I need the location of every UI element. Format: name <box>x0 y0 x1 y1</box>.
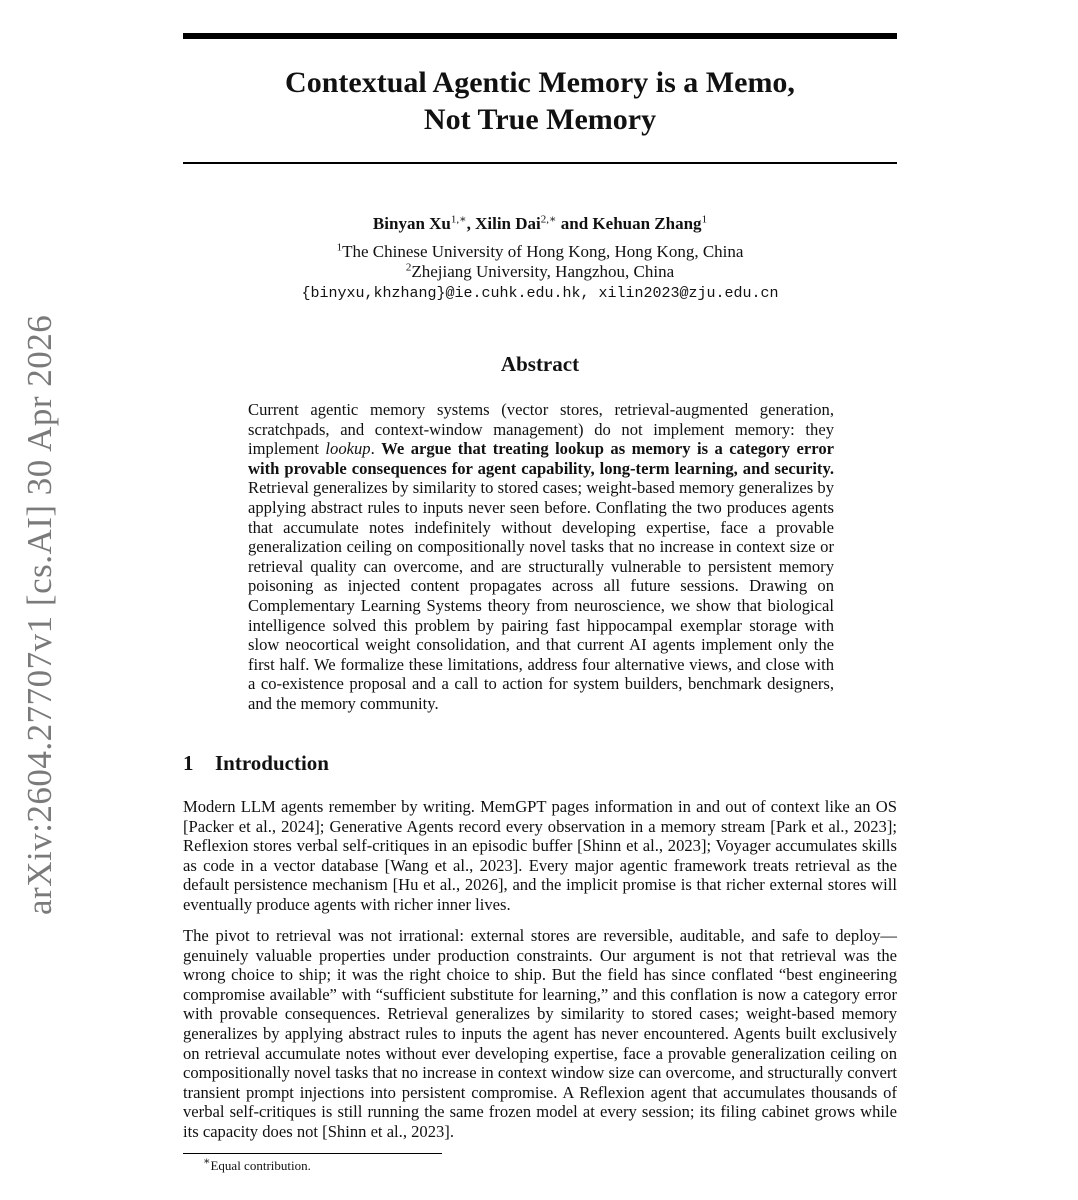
abstract-text: Retrieval generalizes by similarity to stored cases; weight-based memory generalizes by applying abstract rules to inputs never seen before. Conflating the two produces agents that accumulate notes indefinitely without developing expertise, face a provable generalization ceiling on compositionally novel tasks that no increase in context size or retrieval quality can overcome, and are structurally vulnerable to persistent memory poisoning as injected content propagates across all future sessions. Drawing on Complementary Learning Systems theory from neuroscience, we show that biological intelligence solved this problem by pairing fast hippocampal exemplar storage with slow neocortical weight consolidation, and that current AI agents implement only the first half. We formalize these limitations, address four alternative views, and close with a co-existence proposal and a call to action for system builders, benchmark designers, and the memory community. <box>248 478 834 713</box>
paper-title <box>183 64 897 138</box>
author-separator: and <box>556 214 593 233</box>
affiliation-text: The Chinese University of Hong Kong, Hong Kong, China <box>342 242 744 261</box>
author-superscript: 2,∗ <box>540 213 557 226</box>
abstract-heading: Abstract <box>500 352 580 376</box>
affiliation-text: Zhejiang University, Hangzhou, China <box>411 262 675 281</box>
abstract-emphasis: lookup <box>325 439 371 459</box>
title-line-1: Contextual Agentic Memory is a Memo, <box>285 66 795 99</box>
affiliation-1 <box>183 242 897 262</box>
affiliation-2 <box>183 262 897 282</box>
abstract-text: Current agentic memory systems (vector stores, retrieval-augmented generation, scratchpads, and context-window management) do not implement memory: they implement <box>248 400 834 459</box>
footnote-rule <box>183 1153 442 1154</box>
footnote <box>203 1155 311 1174</box>
author-name: Kehuan Zhang <box>592 214 702 233</box>
author-list <box>183 213 897 235</box>
arxiv-identifier-stamp[interactable]: arXiv:2604.27707v1 [cs.AI] 30 Apr 2026 <box>20 314 59 915</box>
author-superscript: 1 <box>701 213 708 226</box>
top-rule <box>183 33 897 39</box>
section-title: Introduction <box>215 751 329 775</box>
section-heading-introduction <box>183 751 329 776</box>
footnote-text: Equal contribution. <box>210 1158 311 1173</box>
abstract-body <box>248 400 834 714</box>
title-bottom-rule <box>183 162 897 164</box>
affiliation-marker: 1 <box>336 241 343 254</box>
footnote-marker: ∗ <box>203 1155 211 1168</box>
abstract-thesis: We argue that treating lookup as memory is a category error with provable consequences for agent capability, long-term learning, and security. <box>248 439 835 478</box>
author-name: Xilin Dai <box>475 214 541 233</box>
author-separator: , <box>466 214 476 233</box>
section-number: 1 <box>183 751 194 775</box>
title-line-2: Not True Memory <box>423 103 657 136</box>
author-emails[interactable]: {binyxu,khzhang}@ie.cuhk.edu.hk, xilin2023@zju.edu.cn <box>301 285 779 302</box>
abstract-text: . <box>370 439 382 459</box>
body-paragraph: The pivot to retrieval was not irrational: external stores are reversible, auditable, and safe to deploy—genuinely valuable properties under production constraints. Our argument is not that retrieval was the wrong choice to ship; it was the right choice to ship. But the field has since conflated “best engineering compromise available” with “sufficient substitute for learning,” and this conflation is now a category error with provable consequences. Retrieval generalizes by similarity to stored cases; weight-based memory generalizes by applying abstract rules to inputs the agent has never encountered. Agents built exclusively on retrieval accumulate notes without ever developing expertise, face a provable generalization ceiling on compositionally novel tasks that no increase in context window size can overcome, and structurally convert transient prompt injections into persistent compromise. A Reflexion agent that accumulates thousands of verbal self-critiques is still running the same frozen model at every session; its filing cabinet grows while its capacity does not [Shinn et al., 2023]. <box>183 926 897 1141</box>
body-paragraph: Modern LLM agents remember by writing. MemGPT pages information in and out of context like an OS [Packer et al., 2024]; Generative Agents record every observation in a memory stream [Park et al., 2023]; Reflexion stores verbal self-critiques in an episodic buffer [Shinn et al., 2023]; Voyager accumulates skills as code in a vector database [Wang et al., 2023]. Every major agentic framework treats retrieval as the default persistence mechanism [Hu et al., 2026], and the implicit promise is that richer external stores will eventually produce agents with richer inner lives. <box>183 797 897 914</box>
author-name: Binyan Xu <box>372 214 451 233</box>
affiliation-marker: 2 <box>405 261 412 274</box>
author-superscript: 1,∗ <box>450 213 467 226</box>
